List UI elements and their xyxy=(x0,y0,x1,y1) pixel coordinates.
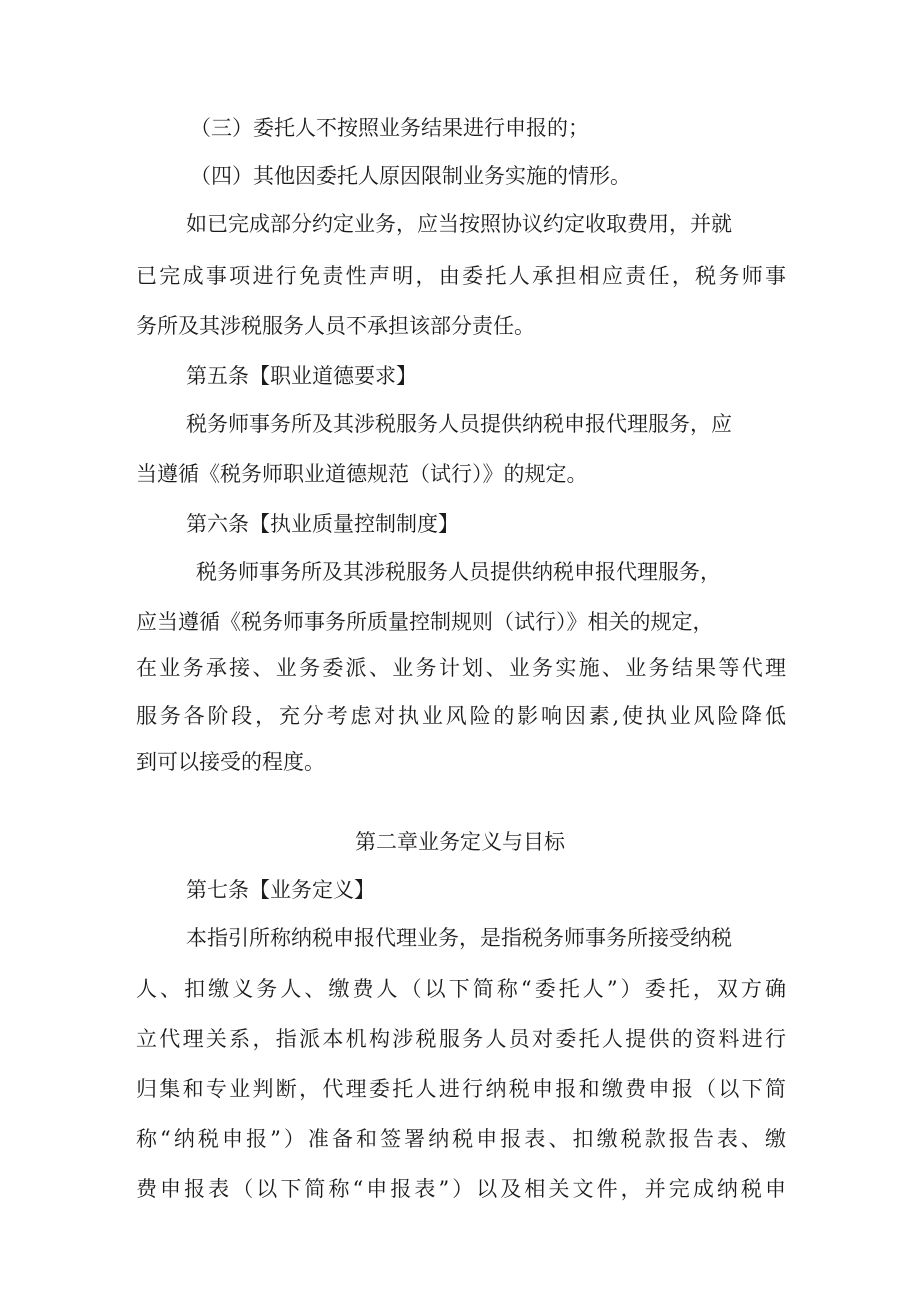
paragraph-line: 应当遵循《税务师事务所质量控制规则（试行）》相关的规定， xyxy=(136,610,714,634)
paragraph-line: 税务师事务所及其涉税服务人员提供纳税申报代理服务，应 xyxy=(186,412,732,436)
paragraph-line: （三）委托人不按照业务结果进行申报的； xyxy=(190,116,589,140)
paragraph-line: 税务师事务所及其涉税服务人员提供纳税申报代理服务， xyxy=(196,560,721,584)
paragraph-line: 在业务承接、业务委派、业务计划、业务实施、业务结果等代理 xyxy=(136,656,786,680)
paragraph-line: 当遵循《税务师职业道德规范（试行）》的规定。 xyxy=(136,462,588,486)
paragraph-line: 服务各阶段，充分考虑对执业风险的影响因素,使执业风险降低 xyxy=(136,704,786,728)
paragraph-line: 如已完成部分约定业务，应当按照协议约定收取费用，并就 xyxy=(186,212,732,236)
paragraph-line: 称“纳税申报”）准备和签署纳税申报表、扣缴税款报告表、缴 xyxy=(136,1127,786,1151)
paragraph-line: 归集和专业判断，代理委托人进行纳税申报和缴费申报（以下简 xyxy=(136,1077,786,1101)
paragraph-line: 费申报表（以下简称“申报表”）以及相关文件，并完成纳税申 xyxy=(136,1177,786,1201)
article-heading: 第七条【业务定义】 xyxy=(186,878,375,902)
paragraph-line: 务所及其涉税服务人员不承担该部分责任。 xyxy=(136,314,535,338)
article-heading: 第五条【职业道德要求】 xyxy=(186,364,417,388)
paragraph-line: （四）其他因委托人原因限制业务实施的情形。 xyxy=(190,164,631,188)
paragraph-line: 立代理关系，指派本机构涉税服务人员对委托人提供的资料进行 xyxy=(136,1027,786,1051)
article-heading: 第六条【执业质量控制制度】 xyxy=(186,512,459,536)
chapter-title: 第二章业务定义与目标 xyxy=(355,830,565,854)
paragraph-line: 到可以接受的程度。 xyxy=(136,750,325,774)
paragraph-line: 人、扣缴义务人、缴费人（以下简称“委托人”）委托，双方确 xyxy=(136,977,786,1001)
paragraph-line: 本指引所称纳税申报代理业务，是指税务师事务所接受纳税 xyxy=(186,926,732,950)
paragraph-line: 已完成事项进行免责性声明，由委托人承担相应责任，税务师事 xyxy=(136,264,786,288)
